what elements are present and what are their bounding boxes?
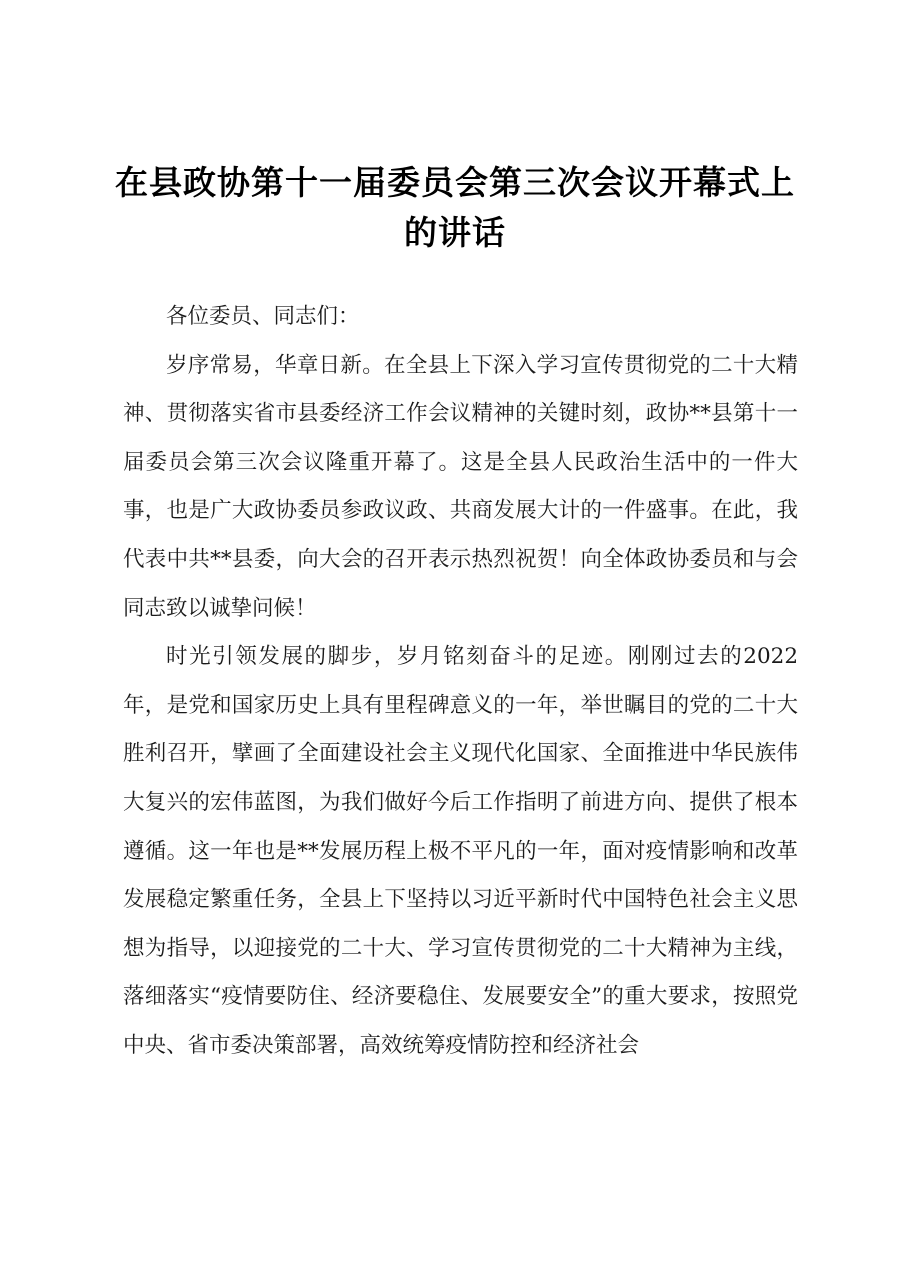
salutation: 各位委员、同志们：	[166, 304, 360, 329]
paragraph-1: 岁序常易，华章日新。在全县上下深入学习宣传贯彻党的二十大精神、贯彻落实省市县委经济工作会议精神的关键时刻，政协**县第十一届委员会第三次会议隆重开幕了。这是全县人民政治生活中的一件大事，也是广大政协委员参政议政、共商发展大计的一件盛事。在此，我代表中共**县委，向大会的召开表示热烈祝贺！向全体政协委员和与会同志致以诚挚问候！	[123, 352, 798, 621]
paragraph-2: 时光引领发展的脚步，岁月铭刻奋斗的足迹。刚刚过去的2022年，是党和国家历史上具有里程碑意义的一年，举世瞩目的党的二十大胜利召开，擘画了全面建设社会主义现代化国家、全面推进中华民族伟大复兴的宏伟蓝图，为我们做好今后工作指明了前进方向、提供了根本遵循。这一年也是**发展历程上极不平凡的一年，面对疫情影响和改革发展稳定繁重任务，全县上下坚持以习近平新时代中国特色社会主义思想为指导，以迎接党的二十大、学习宣传贯彻党的二十大精神为主线，落细落实“疫情要防住、经济要稳住、发展要安全”的重大要求，按照党中央、省市委决策部署，高效统筹疫情防控和经济社会	[123, 644, 798, 1058]
document-body	[123, 293, 798, 1071]
document-title: 在县政协第十一届委员会第三次会议开幕式上的讲话	[115, 163, 795, 252]
